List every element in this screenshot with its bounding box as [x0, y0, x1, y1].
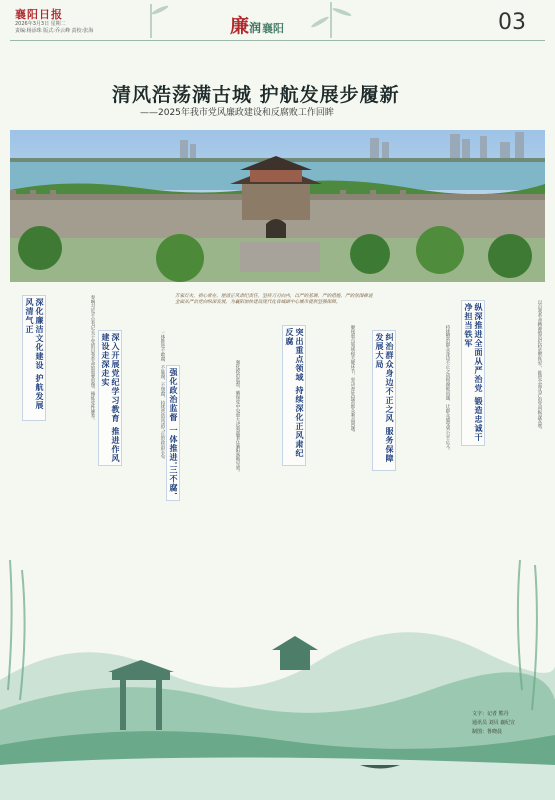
masthead	[0, 0, 555, 40]
credits	[472, 710, 552, 737]
section-2-heading: 深入开展党纪学习教育 推进作风建设走深走实	[98, 330, 122, 466]
credit-writer: 文字：记者 熊丹	[472, 711, 509, 717]
section-1-heading: 深化廉洁文化建设 护航发展风清气正	[22, 295, 46, 421]
brand-word: 润	[249, 21, 262, 35]
section-1-text: 奏响习近平总书记关于党的自我革命的重要思想，锤炼党性修养。	[90, 295, 95, 423]
section-2-text: 一体推进不敢腐、不能腐、不想腐，持续营造风清气正的政治生态。	[160, 330, 165, 462]
section-4-text: 聚焦重点领域和关键环节，坚决查处侵害群众利益问题。	[350, 325, 355, 435]
credit-graphics: 制图：鲁晓晨	[472, 729, 503, 735]
section-4-heading: 突出重点领域 持续深化正风肃纪反腐	[282, 325, 306, 466]
subheadline: ——2025年我市党风廉政建设和反腐败工作回眸	[140, 108, 334, 118]
section-brand	[230, 11, 261, 38]
landscape-illustration	[0, 560, 555, 800]
headline: 清风浩荡满古城 护航发展步履新	[112, 84, 400, 106]
issue-date: 2026年3月3日 星期二	[15, 21, 66, 27]
section-5-text: 持续整治群众身边不正之风和腐败问题，让群众感受到公平正义。	[445, 325, 450, 453]
section-6-heading: 纵深推进全面从严治党 锻造忠诚干净担当铁军	[461, 300, 485, 446]
cityscape-photo	[10, 130, 545, 282]
section-3-heading: 强化政治监督 一体推进'三不腐'	[166, 365, 180, 501]
header-rule	[10, 40, 545, 41]
issue-meta	[15, 21, 155, 35]
credit-correspondent: 通讯员 刘贝 襄纪宣	[472, 720, 516, 726]
brand-char: 廉	[230, 15, 250, 37]
section-city: 襄阳	[262, 22, 284, 35]
paper-name: 襄阳日报	[15, 8, 63, 21]
section-5-heading: 纠治群众身边不正之风 服务保障发展大局	[372, 330, 396, 471]
editor-credits: 责编:杨添珠 版式:乔云峰 责校:张海	[15, 28, 94, 34]
section-3-text: 强化政治监督，确保党中央重大决策部署在襄阳落地见效。	[235, 360, 240, 475]
section-6-text: 以自我革命精神锻造纪检监察铁军，推进全面从严治党向纵深发展。	[537, 300, 542, 432]
photo-caption: 万家灯火，初心常在。厘清正风肃纪责任，坚持刀刃向内，以严的基调、严的措施、严的氛围推进全面从严治党向纵深发展，为襄阳加快建设现代化省域副中心城市提供坚强保障。	[175, 294, 373, 306]
page-number: 03	[498, 10, 526, 35]
